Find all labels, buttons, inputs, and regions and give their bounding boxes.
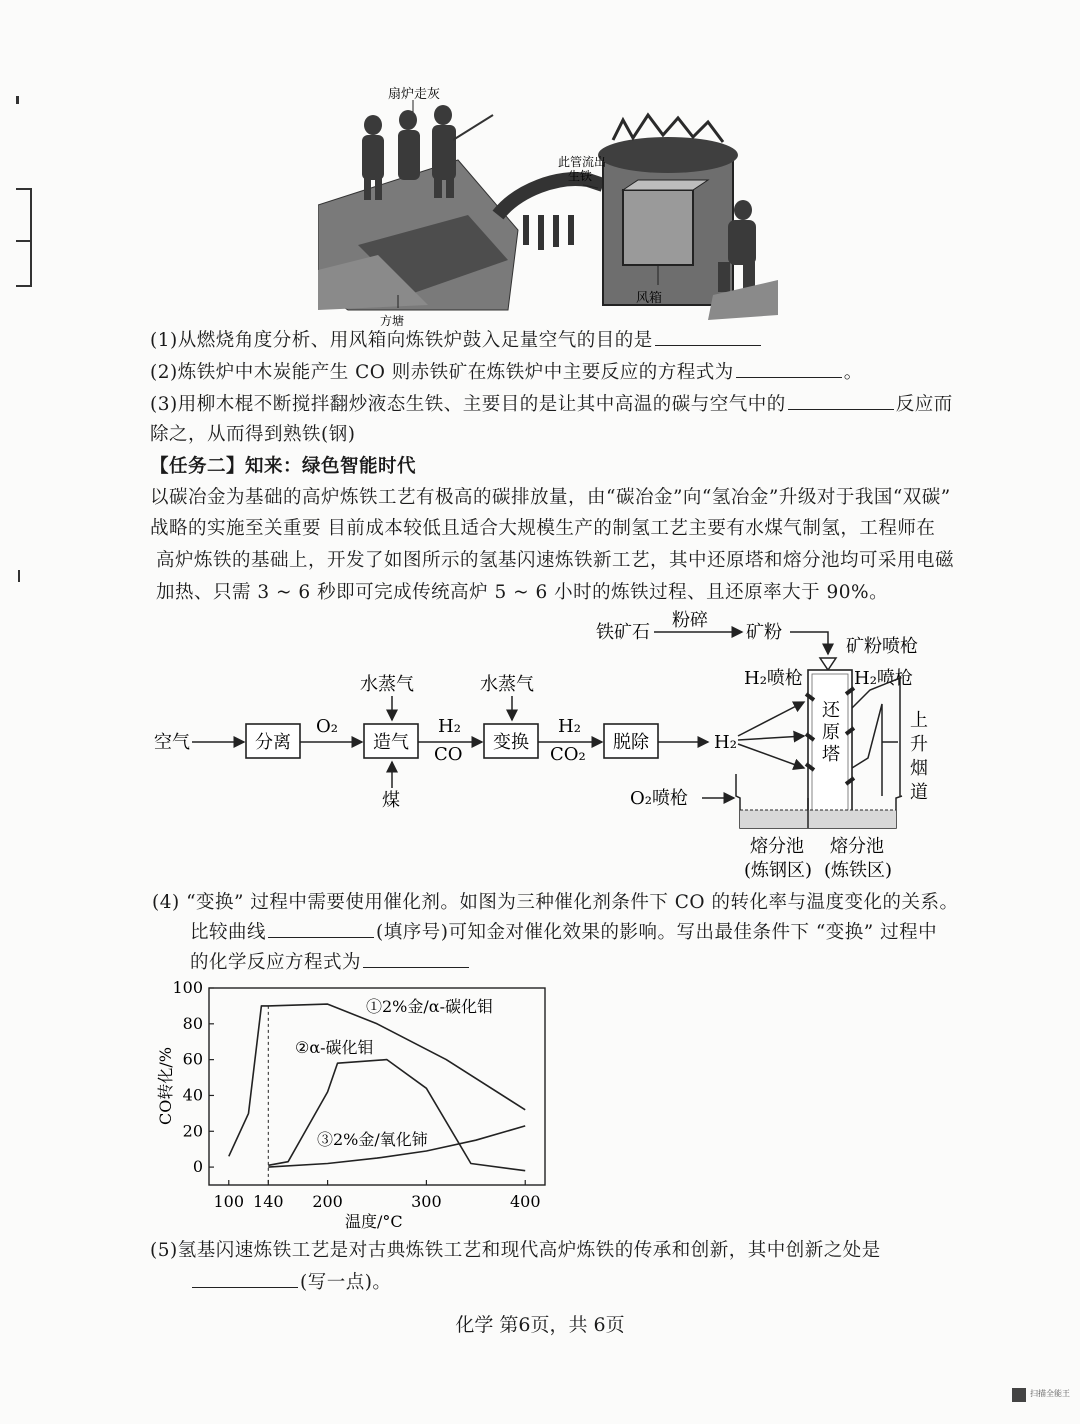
task2-paragraph-line: 以碳冶金为基础的高炉炼铁工艺有极高的碳排放量，由“碳冶金”向“氢冶金”升级对于我国“双碳” <box>150 487 951 508</box>
label-shift: 变换 <box>493 732 529 753</box>
label-o2-gun: O₂喷枪 <box>630 788 688 809</box>
label-air: 空气 <box>154 732 190 753</box>
label-flue-1: 上 <box>910 710 928 731</box>
label-gasify: 造气 <box>373 732 409 753</box>
task2-paragraph-line: 高炉炼铁的基础上，开发了如图所示的氢基闪速炼铁新工艺，其中还原塔和熔分池均可采用电磁 <box>156 550 955 571</box>
ancient-smelting-illustration <box>318 80 778 330</box>
label-flue-2: 升 <box>910 734 928 755</box>
y-axis-label: CO转化/% <box>156 1047 175 1125</box>
y-tick-label: 40 <box>182 1085 203 1105</box>
legend-series-3: ③2%金/氧化铈 <box>317 1130 428 1149</box>
answer-blank-2[interactable] <box>736 359 842 378</box>
margin-bracket <box>16 188 32 287</box>
answer-blank-4a[interactable] <box>268 919 374 938</box>
label-pool-left-1: 熔分池 <box>750 836 804 857</box>
label-h2-b: H₂ <box>558 716 581 737</box>
x-tick-label: 140 <box>253 1192 284 1211</box>
task2-paragraph-line: 战略的实施至关重要 目前成本较低且适合大规模生产的制氢工艺主要有水煤气制氢，工程师在 <box>150 518 936 539</box>
watermark: 扫描全能王 <box>1030 1389 1070 1398</box>
y-tick-label: 20 <box>182 1121 203 1141</box>
question-4-line-2: 比较曲线 (填序号)可知金对催化效果的影响。写出最佳条件下 “变换” 过程中 <box>190 918 937 948</box>
label-separate: 分离 <box>255 732 291 753</box>
label-remove: 脱除 <box>613 732 649 753</box>
label-o2: O₂ <box>316 716 338 737</box>
x-tick-label: 300 <box>411 1192 442 1211</box>
label-powder-gun: 矿粉喷枪 <box>846 636 918 657</box>
label-steam-1: 水蒸气 <box>360 674 414 695</box>
label-tower-2: 原 <box>822 722 840 743</box>
question-2: (2)炼铁炉中木炭能产生 CO 则赤铁矿在炼铁炉中主要反应的方程式为 。 <box>150 358 863 388</box>
y-tick-label: 0 <box>192 1157 203 1177</box>
question-1: (1)从燃烧角度分析、用风箱向炼铁炉鼓入足量空气的目的是 <box>150 326 763 356</box>
answer-blank-5[interactable] <box>192 1269 298 1288</box>
answer-blank-1[interactable] <box>655 327 761 346</box>
label-ore: 铁矿石 <box>596 622 650 643</box>
label-fan-furnace: 扇炉走灰 <box>388 87 441 102</box>
question-5-line-1: (5)氢基闪速炼铁工艺是对古典炼铁工艺和现代高炉炼铁的传承和创新，其中创新之处是 <box>150 1240 881 1261</box>
label-crush: 粉碎 <box>672 610 708 631</box>
label-pond: 方塘 <box>380 314 405 328</box>
y-tick-label: 100 <box>172 978 203 997</box>
margin-mark <box>18 570 24 582</box>
label-flue-3: 烟 <box>910 758 928 779</box>
legend-series-2: ②α-碳化钼 <box>295 1038 374 1057</box>
label-flue-4: 道 <box>910 782 928 803</box>
qr-icon <box>1012 1388 1026 1402</box>
label-pool-right-1: 熔分池 <box>830 836 884 857</box>
label-co2: CO₂ <box>550 744 586 765</box>
margin-bracket-tick <box>16 240 30 242</box>
question-3-cont: 除之，从而得到熟铁(钢) <box>150 424 356 445</box>
label-h2-gun-left: H₂喷枪 <box>744 668 803 689</box>
answer-blank-3[interactable] <box>788 391 894 410</box>
question-4-line-3: 的化学反应方程式为 <box>190 948 471 978</box>
task2-paragraph-line: 加热、只需 3 ~ 6 秒即可完成传统高炉 5 ~ 6 小时的炼铁过程、且还原率大于 90%。 <box>156 582 889 603</box>
label-pipe-2: 生铁 <box>568 169 593 183</box>
label-h2-c: H₂ <box>714 732 737 753</box>
task2-title: 【任务二】知来：绿色智能时代 <box>150 456 417 477</box>
legend-series-1: ①2%金/α-碳化钼 <box>366 997 493 1016</box>
margin-mark <box>16 96 19 104</box>
process-flow-diagram <box>140 608 940 886</box>
label-h2-gun-right: H₂喷枪 <box>854 668 913 689</box>
label-pipe-1: 此管流出 <box>558 155 607 169</box>
y-tick-label: 60 <box>182 1049 203 1069</box>
series-line-2 <box>268 1060 525 1171</box>
label-bellows: 风箱 <box>636 291 663 306</box>
x-tick-label: 200 <box>312 1192 343 1211</box>
co-conversion-chart <box>145 975 565 1240</box>
question-4-line-1: (4) “变换” 过程中需要使用催化剂。如图为三种催化剂条件下 CO 的转化率与温度变化的关系。 <box>152 892 959 913</box>
label-co: CO <box>434 744 463 765</box>
question-3: (3)用柳木棍不断搅拌翻炒液态生铁、主要目的是让其中高温的碳与空气中的 反应而 <box>150 390 953 420</box>
x-axis-label: 温度/°C <box>345 1212 403 1231</box>
powder-nozzle-icon <box>820 658 836 670</box>
label-pool-right-2: (炼铁区) <box>824 860 893 881</box>
label-pool-left-2: (炼钢区) <box>744 860 813 881</box>
answer-blank-4b[interactable] <box>363 949 469 968</box>
label-h2-a: H₂ <box>438 716 461 737</box>
x-tick-label: 400 <box>509 1192 541 1211</box>
question-5-line-2: (写一点)。 <box>190 1268 391 1298</box>
label-powder: 矿粉 <box>746 622 782 643</box>
label-tower-3: 塔 <box>822 744 840 765</box>
y-tick-label: 80 <box>182 1013 203 1033</box>
label-coal: 煤 <box>382 790 400 811</box>
label-steam-2: 水蒸气 <box>480 674 534 695</box>
molten-pool <box>740 810 896 828</box>
x-tick-label: 100 <box>213 1192 245 1211</box>
label-tower-1: 还 <box>822 700 840 721</box>
page-footer: 化学 第6页，共 6页 <box>455 1314 625 1336</box>
